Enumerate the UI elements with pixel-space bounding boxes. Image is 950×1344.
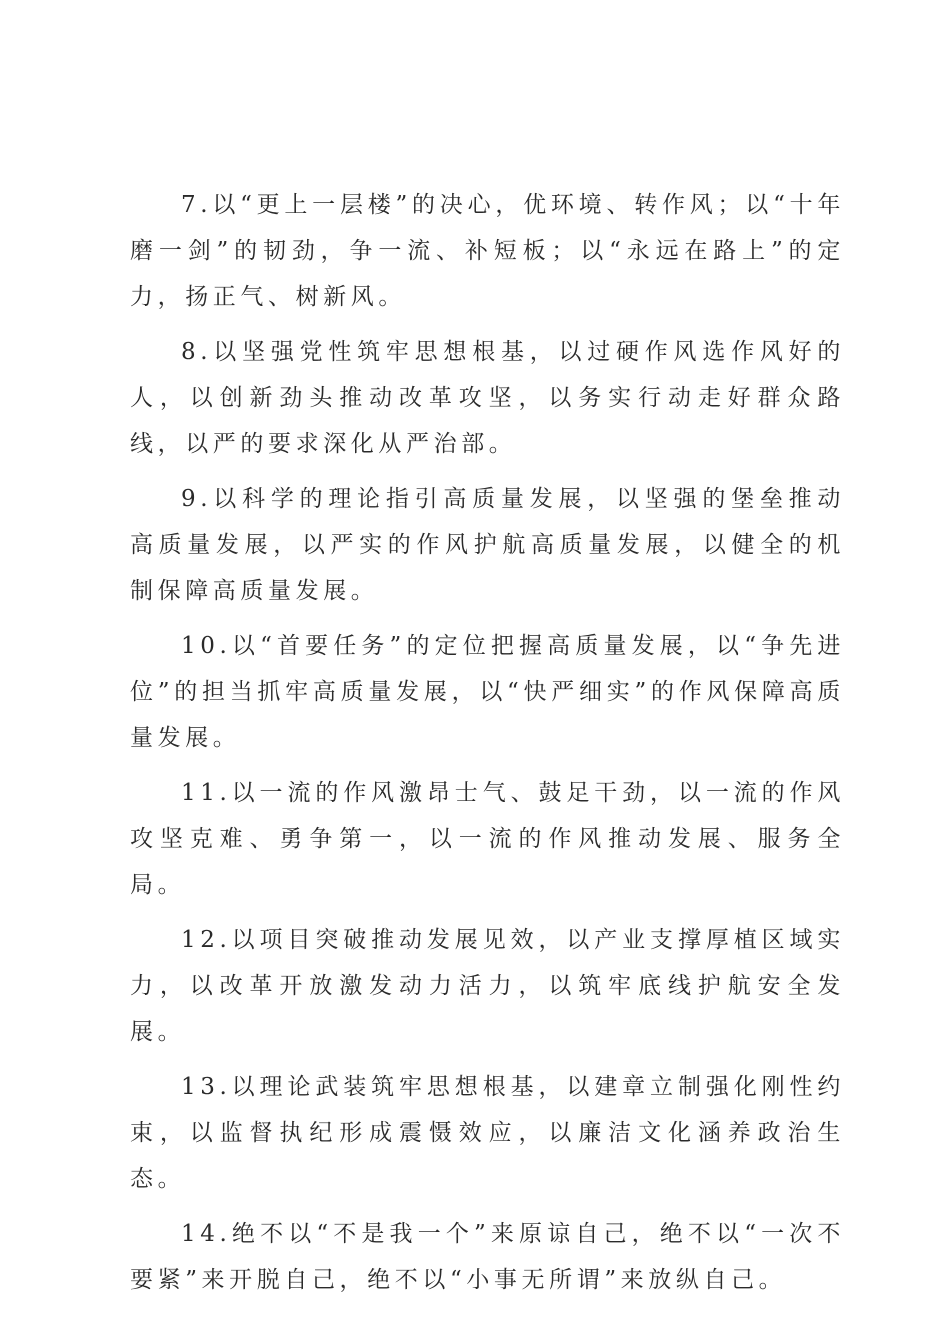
paragraph-item-8: 8.以坚强党性筑牢思想根基，以过硬作风选作风好的人，以创新劲头推动改革攻坚，以务实行动走好群众路线，以严的要求深化从严治部。	[130, 339, 845, 457]
paragraph-item-11: 11.以一流的作风激昂士气、鼓足干劲，以一流的作风攻坚克难、勇争第一，以一流的作风推动发展、服务全局。	[130, 780, 845, 898]
paragraph-item-9: 9.以科学的理论指引高质量发展，以坚强的堡垒推动高质量发展，以严实的作风护航高质量发展，以健全的机制保障高质量发展。	[130, 486, 845, 604]
paragraph-item-7: 7.以“更上一层楼”的决心，优环境、转作风；以“十年磨一剑”的韧劲，争一流、补短板；以“永远在路上”的定力，扬正气、树新风。	[130, 192, 845, 310]
paragraph-item-14: 14.绝不以“不是我一个”来原谅自己，绝不以“一次不要紧”来开脱自己，绝不以“小事无所谓”来放纵自己。	[130, 1221, 845, 1293]
document-body	[130, 182, 845, 1312]
paragraph-item-13: 13.以理论武装筑牢思想根基，以建章立制强化刚性约束，以监督执纪形成震慑效应，以廉洁文化涵养政治生态。	[130, 1074, 845, 1192]
paragraph-item-10: 10.以“首要任务”的定位把握高质量发展，以“争先进位”的担当抓牢高质量发展，以“快严细实”的作风保障高质量发展。	[130, 633, 845, 751]
paragraph-item-12: 12.以项目突破推动发展见效，以产业支撑厚植区域实力，以改革开放激发动力活力，以筑牢底线护航安全发展。	[130, 927, 845, 1045]
